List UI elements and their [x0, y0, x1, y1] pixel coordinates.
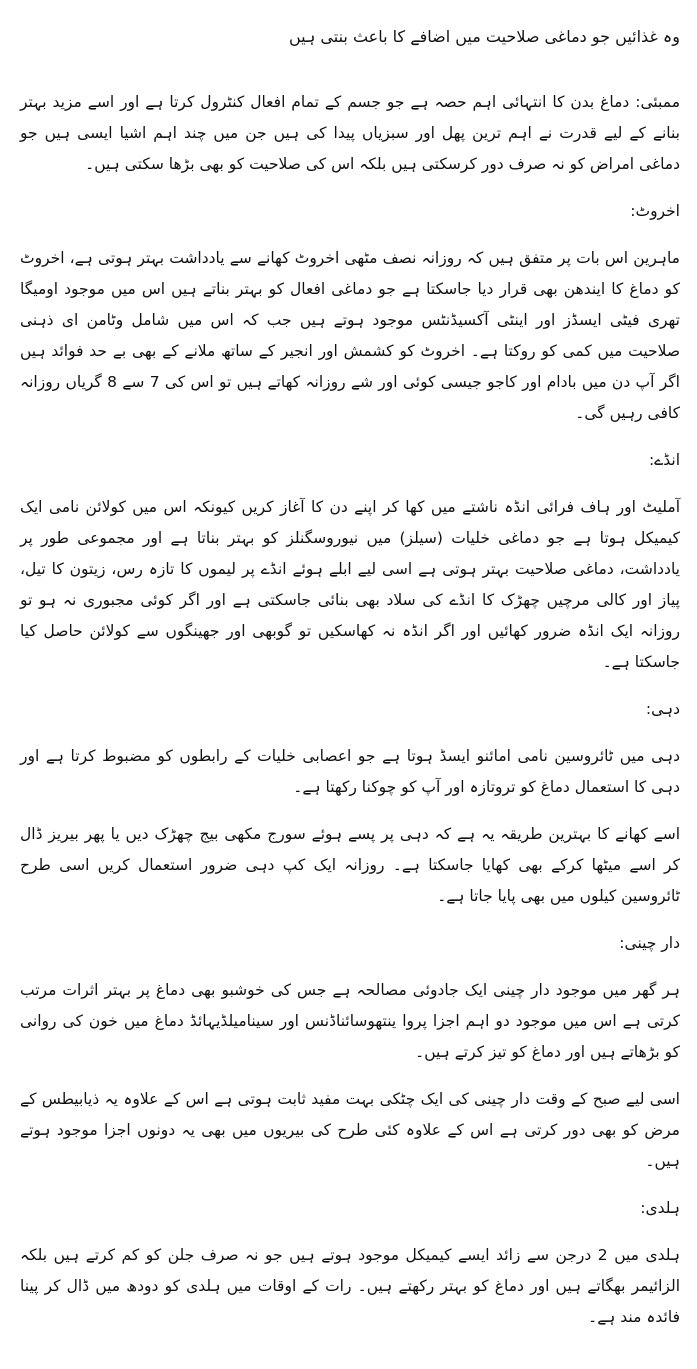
section-heading-cinnamon: دار چینی:	[619, 934, 680, 952]
eggs-paragraph: آملیٹ اور ہاف فرائی انڈہ ناشتے میں کھا کر اپنے دن کا آغاز کریں کیونکہ اس میں کولائن نامی ایک کیمیکل ہوتا ہے جو دماغی خلیات (سیلز) میں نیوروسگنلز کو بہتر بناتا ہے اور مجموعی طور پر یادداشت، دماغی صلاحیت بہتر ہوتی ہے اسی لیے ابلے ہوئے انڈے پر لیموں کا تازہ رس، زیتون کا تیل، پیاز اور کالی مرچیں چھڑک کا انڈے کی سلاد بھی بنائی جاسکتی ہے اور اگر کوئی مجبوری نہ ہو تو روزانہ ایک انڈہ ضرور کھائیں اور اگر انڈہ نہ کھاسکیں تو گوبھی اور جھینگوں سے کولائن حاصل کیا جاسکتا ہے۔	[20, 498, 680, 671]
section-heading-turmeric: ہلدی:	[640, 1199, 680, 1217]
article	[20, 22, 680, 1349]
yogurt-paragraph-2: اسے کھانے کا بہترین طریقہ یہ ہے کہ دہی پر پسے ہوئے سورج مکھی بیج چھڑک دیں یا پھر بیریز ڈال کر اسے میٹھا کرکے بھی کھایا جاسکتا ہے۔ روزانہ ایک کپ دہی ضرور استعمال کریں اسی طرح ٹائروسین کیلوں میں بھی پایا جاتا ہے۔	[20, 825, 680, 905]
article-title: وہ غذائیں جو دماغی صلاحیت میں اضافے کا باعث بنتی ہیں	[288, 27, 680, 46]
cinnamon-paragraph-2: اسی لیے صبح کے وقت دار چینی کی ایک چٹکی بہت مفید ثابت ہوتی ہے اس کے علاوہ یہ ذیابیطس کے مرض کو بھی دور کرتی ہے اس کے علاوہ کئی طرح کی بیریوں میں بھی یہ دونوں اجزا موجود ہوتے ہیں۔	[20, 1090, 680, 1170]
section-heading-eggs: انڈے:	[648, 451, 680, 469]
section-heading-yogurt: دہی:	[645, 700, 680, 718]
cinnamon-paragraph-1: ہر گھر میں موجود دار چینی ایک جادوئی مصالحہ ہے جس کی خوشبو بھی دماغ پر بہتر اثرات مرتب کرتی ہے اس میں موجود دو اہم اجزا پروا ینتھوسائناڈنس اور سینامیلڈیہائڈ دماغ میں خون کی روانی کو بڑھاتے ہیں اور دماغ کو تیز کرتے ہیں۔	[20, 981, 680, 1061]
section-heading-walnut: اخروٹ:	[630, 202, 680, 220]
walnut-paragraph: ماہرین اس بات پر متفق ہیں کہ روزانہ نصف مٹھی اخروٹ کھانے سے یادداشت بہتر ہوتی ہے، اخروٹ کو دماغ کا ایندھن بھی قرار دیا جاسکتا ہے جو دماغی افعال کو بہتر بناتے ہیں اس میں موجود اومیگا تھری فیٹی ایسڈز اور اینٹی آکسیڈنٹس موجود ہوتے ہیں جب کہ اس میں شامل وٹامن ای ذہنی صلاحیت میں کمی کو روکتا ہے۔ اخروٹ کو کشمش اور انجیر کے ساتھ ملانے کے بھی بے حد فوائد ہیں اگر آپ دن میں بادام اور کاجو جیسی کوئی اور شے روزانہ کھاتے ہیں تو اس کی 7 سے 8 گریاں روزانہ کافی رہیں گی۔	[20, 249, 680, 422]
yogurt-paragraph-1: دہی میں ٹائروسین نامی امائنو ایسڈ ہوتا ہے جو اعصابی خلیات کے رابطوں کو مضبوط کرتا ہے اور دہی کا استعمال دماغ کو تروتازہ اور آپ کو چوکنا رکھتا ہے۔	[20, 747, 680, 796]
intro-paragraph: ممبئی: دماغ بدن کا انتہائی اہم حصہ ہے جو جسم کے تمام افعال کنٹرول کرتا ہے اور اسے مزید بہتر بنانے کے لیے قدرت نے اہم ترین پھل اور سبزیاں پیدا کی ہیں جن میں چند اہم اشیا ایسی ہیں جو دماغی امراض کو نہ صرف دور کرسکتی ہیں بلکہ اس کی صلاحیت کو بھی بڑھا سکتی ہیں۔	[20, 93, 680, 173]
turmeric-paragraph: ہلدی میں 2 درجن سے زائد ایسے کیمیکل موجود ہوتے ہیں جو نہ صرف جلن کو کم کرتے ہیں بلکہ الزائیمر بھگاتے ہیں اور دماغ کو بہتر رکھتے ہیں۔ رات کے اوقات میں ہلدی کو دودھ میں ڈال کر پینا فائدہ مند ہے۔	[20, 1246, 680, 1326]
